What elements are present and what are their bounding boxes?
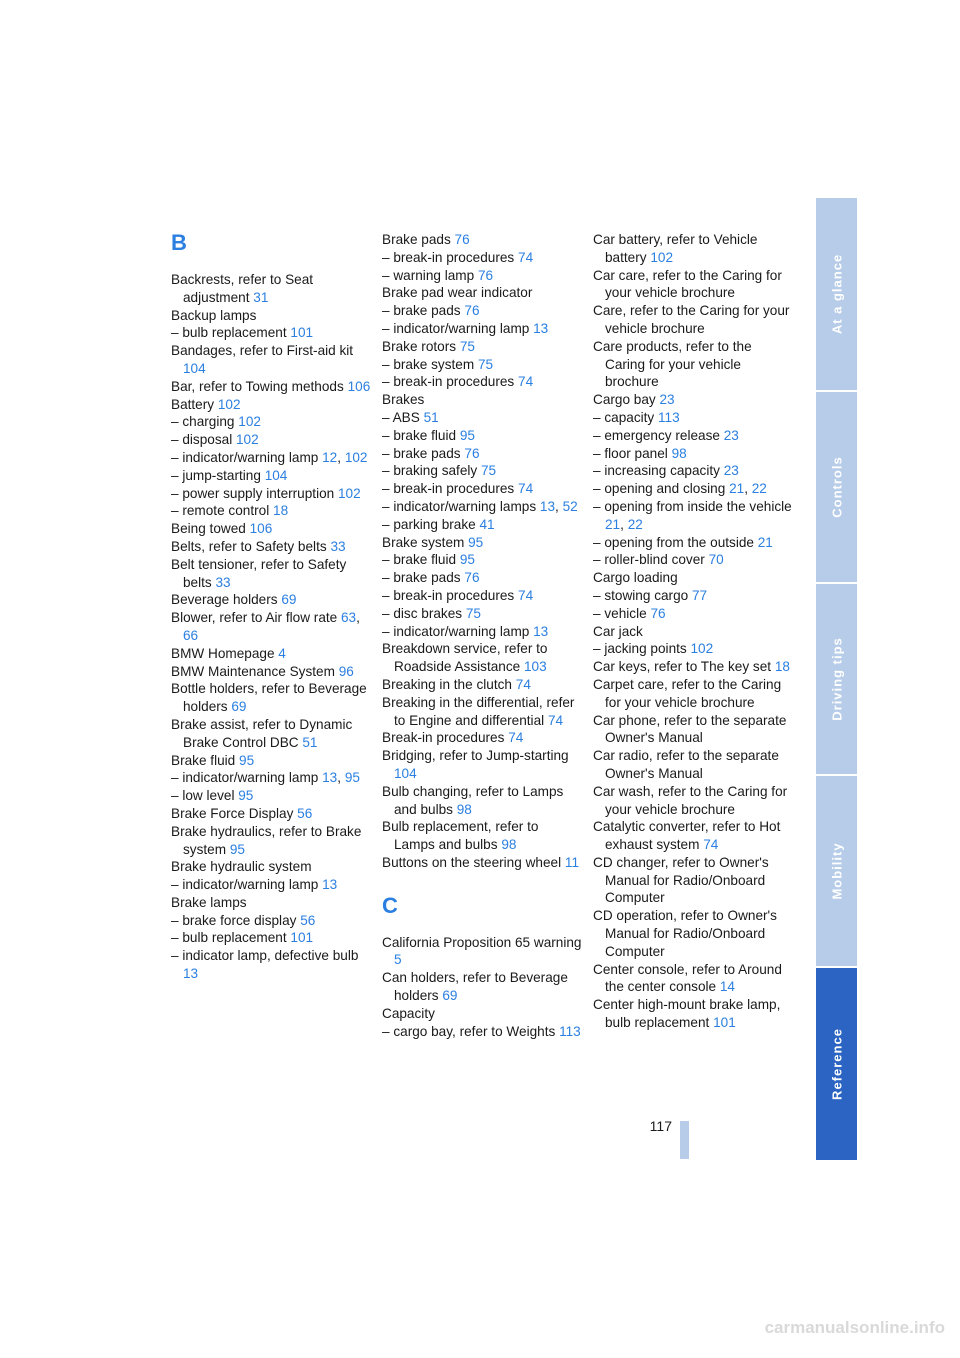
page-link[interactable]: 66 — [183, 627, 199, 643]
index-entry — [593, 445, 793, 463]
index-entry-text: Belts, refer to Safety belts — [171, 538, 327, 554]
page-link[interactable]: 95 — [229, 841, 245, 857]
page-link[interactable]: 95 — [459, 552, 475, 568]
page-link[interactable]: 95 — [344, 770, 360, 786]
index-entry-text: Cargo loading — [593, 570, 678, 586]
page-link[interactable]: 76 — [650, 605, 666, 621]
index-entry-text: – indicator/warning lamp — [382, 320, 530, 336]
index-entry — [382, 516, 582, 534]
index-entry-text: – break-in procedures — [382, 374, 515, 390]
page-number: 117 — [649, 1118, 672, 1134]
page-link[interactable]: 75 — [477, 356, 494, 372]
index-entry-text: Capacity — [382, 1005, 435, 1021]
index-entry-text: – brake system — [382, 356, 475, 372]
index-entry-text: – brake fluid — [382, 427, 457, 443]
index-entry — [382, 231, 582, 249]
index-entry-text: Car radio, refer to the separate Owner's Manual — [593, 748, 779, 781]
index-entry-text: Catalytic converter, refer to Hot exhaust system — [593, 819, 781, 853]
page-link[interactable]: 76 — [454, 232, 470, 247]
tab-controls[interactable] — [816, 392, 857, 582]
page-link[interactable]: 76 — [477, 267, 494, 283]
page-link[interactable]: 22 — [751, 481, 767, 497]
index-entry-text: Break-in procedures — [382, 730, 505, 746]
page-link[interactable]: 21 — [605, 516, 621, 532]
page-link[interactable]: 102 — [236, 432, 259, 448]
index-entry — [382, 569, 582, 587]
index-entry — [171, 307, 371, 325]
index-column-3 — [593, 231, 793, 1032]
index-entry — [593, 783, 793, 819]
index-entry-text: – indicator/warning lamp — [171, 877, 319, 893]
index-entry — [171, 485, 371, 503]
index-entry — [593, 712, 793, 748]
index-entry — [171, 805, 371, 823]
index-entry — [382, 934, 582, 970]
index-entry — [382, 1005, 582, 1023]
index-entry — [171, 876, 371, 894]
page-link[interactable]: 69 — [442, 988, 458, 1004]
index-entry — [171, 752, 371, 770]
index-entry-text: – cargo bay, refer to Weights — [382, 1023, 556, 1039]
index-entry: – opening and closing 21, 22 — [593, 481, 767, 497]
index-entry — [593, 658, 793, 676]
index-entry-text: Care products, refer to the Caring for your vehicle brochure — [593, 338, 752, 390]
index-entry — [593, 534, 793, 552]
index-entry-text: – roller-blind cover — [593, 552, 705, 568]
page-link[interactable]: 21 — [757, 534, 773, 550]
index-entry — [593, 391, 793, 409]
page-link[interactable]: 113 — [559, 1023, 581, 1039]
page-link[interactable]: 76 — [464, 445, 480, 461]
index-entry-text: Car phone, refer to the separate Owner's Manual — [593, 712, 787, 746]
index-entry — [593, 961, 793, 997]
index-entry-text: Brake hydraulics, refer to Brake system — [171, 823, 362, 857]
index-entry — [171, 556, 371, 592]
index-entry-text: – jacking points — [593, 641, 687, 657]
index-entry — [171, 520, 371, 538]
index-entry — [593, 569, 793, 587]
page-link[interactable]: 21 — [729, 481, 745, 497]
page-link[interactable]: 104 — [264, 467, 288, 483]
page-link[interactable]: 101 — [290, 325, 314, 341]
page-link[interactable]: 13 — [322, 770, 338, 786]
index-entry — [171, 413, 371, 431]
index-entry — [382, 356, 582, 374]
index-entry — [382, 302, 582, 320]
index-entry — [382, 249, 582, 267]
index-letter-heading: B — [171, 230, 187, 255]
index-entry — [382, 640, 582, 676]
index-entry-text: Brake system — [382, 534, 465, 550]
page-link[interactable]: 23 — [659, 392, 675, 408]
index-entry-text: Can holders, refer to Beverage holders — [382, 970, 568, 1004]
page-link[interactable]: 56 — [297, 805, 313, 821]
index-entry-text: – break-in procedures — [382, 481, 515, 497]
index-entry — [171, 912, 371, 930]
page-link[interactable]: 31 — [253, 289, 269, 305]
index-entry — [171, 378, 371, 396]
index-entry — [171, 502, 371, 520]
page-link[interactable]: 98 — [671, 445, 687, 461]
tab-mobility[interactable] — [816, 776, 857, 966]
index-entry — [593, 338, 793, 391]
page-link[interactable]: 98 — [501, 837, 517, 853]
index-entry-text: Brakes — [382, 392, 425, 408]
page-link[interactable]: 13 — [533, 320, 549, 336]
index-entry — [382, 694, 582, 730]
index-entry — [382, 818, 582, 854]
page-link[interactable]: 74 — [703, 837, 719, 853]
page-link[interactable]: 102 — [344, 449, 368, 465]
tab-label: Reference — [829, 1028, 844, 1100]
index-entry-text: – opening and closing — [593, 481, 726, 497]
index-entry-text: Belt tensioner, refer to Safety belts — [171, 556, 347, 590]
page-link[interactable]: 52 — [562, 498, 578, 514]
index-entry-text: – disposal — [171, 432, 233, 448]
index-entry-text: Care, refer to the Caring for your vehicle brochure — [593, 303, 790, 336]
page-link[interactable]: 12 — [322, 449, 338, 465]
index-entry — [382, 783, 582, 819]
index-entry-text: – ABS — [382, 409, 420, 425]
index-entry-text: – indicator/warning lamps — [382, 498, 537, 514]
page-link[interactable]: 13 — [539, 498, 556, 514]
index-entry — [593, 907, 793, 960]
index-entry-text: Bulb changing, refer to Lamps and bulbs — [382, 783, 564, 817]
index-entry — [382, 969, 582, 1005]
index-entry-text: Bandages, refer to First-aid kit — [171, 343, 354, 359]
index-entry: – indicator/warning lamp 13, 95 — [171, 770, 360, 786]
index-entry-text: Breaking in the clutch — [382, 676, 512, 692]
index-entry-text: – brake pads — [382, 570, 461, 586]
page-link[interactable]: 102 — [238, 414, 261, 430]
page-link[interactable]: 101 — [290, 930, 314, 946]
page-link[interactable]: 74 — [547, 712, 564, 728]
index-entry: Blower, refer to Air flow rate 63, 66 — [171, 610, 360, 643]
page-link[interactable]: 106 — [249, 521, 273, 537]
page-link[interactable]: 102 — [690, 641, 714, 657]
index-entry: – indicator/warning lamp 12, 102 — [171, 449, 368, 465]
index-entry — [171, 680, 371, 716]
index-entry-text: Battery — [171, 396, 215, 412]
index-entry: – indicator/warning lamps 13, 52 — [382, 498, 578, 514]
index-entry-text: – floor panel — [593, 445, 668, 461]
index-entry-text: – remote control — [171, 503, 270, 519]
index-entry-text: Carpet care, refer to the Caring for your vehicle brochure — [593, 676, 782, 710]
index-entry-text: Car wash, refer to the Caring for your vehicle brochure — [593, 783, 788, 817]
index-entry-text: Bar, refer to Towing methods — [171, 378, 344, 394]
page-link[interactable]: 113 — [658, 409, 680, 425]
index-entry-text: – power supply interruption — [171, 485, 335, 501]
tab-reference[interactable] — [816, 968, 857, 1160]
page-link[interactable]: 11 — [564, 854, 580, 870]
index-entry — [382, 587, 582, 605]
index-entry: – opening from inside the vehicle 21, 22 — [593, 498, 792, 532]
page-link[interactable]: 33 — [215, 574, 231, 590]
page-link[interactable]: 70 — [708, 552, 724, 568]
index-entry-text: Being towed — [171, 521, 246, 537]
page-link[interactable]: 102 — [338, 485, 361, 501]
page-link[interactable]: 51 — [302, 734, 318, 750]
index-entry — [171, 342, 371, 378]
page-link[interactable]: 75 — [481, 463, 497, 479]
index-entry-text: Brake pads — [382, 232, 451, 247]
page-link[interactable]: 51 — [423, 409, 439, 425]
page-link[interactable]: 23 — [723, 427, 739, 443]
page-link[interactable]: 104 — [394, 765, 417, 781]
index-entry-text: Car battery, refer to Vehicle battery — [593, 232, 758, 265]
index-entry — [171, 663, 371, 681]
index-entry — [593, 267, 793, 303]
page-link[interactable]: 103 — [523, 659, 547, 675]
index-entry — [593, 427, 793, 445]
index-entry-text: – bulb replacement — [171, 930, 287, 946]
page-link[interactable]: 77 — [692, 587, 708, 603]
tab-label: Controls — [829, 456, 844, 518]
index-entry — [593, 640, 793, 658]
index-entry — [171, 431, 371, 449]
index-entry-text: – parking brake — [382, 516, 476, 532]
index-entry-text: Bulb replacement, refer to Lamps and bulbs — [382, 819, 539, 853]
index-entry-text: Breakdown service, refer to Roadside Assistance — [382, 641, 548, 675]
index-entry-text: – increasing capacity — [593, 463, 720, 479]
index-entry-text: – opening from the outside — [593, 534, 754, 550]
page-link[interactable]: 69 — [231, 699, 247, 715]
index-entry-text: – opening from inside the vehicle — [593, 498, 792, 514]
index-entry — [171, 894, 371, 912]
index-entry — [382, 551, 582, 569]
index-entry — [382, 854, 582, 872]
index-entry — [171, 823, 371, 859]
index-entry — [382, 623, 582, 641]
index-entry — [171, 858, 371, 876]
tab-driving-tips[interactable] — [816, 584, 857, 774]
tab-at-a-glance[interactable] — [816, 198, 857, 390]
page-link[interactable]: 13 — [533, 623, 549, 639]
index-entry — [382, 338, 582, 356]
index-entry-text: – indicator/warning lamp — [171, 770, 319, 786]
index-entry-text: BMW Homepage — [171, 645, 275, 661]
index-entry — [593, 676, 793, 712]
page-link[interactable]: 14 — [719, 979, 735, 995]
page-link[interactable]: 74 — [515, 676, 531, 692]
page-marker-bar — [680, 1121, 689, 1159]
index-entry-text: CD changer, refer to Owner's Manual for Radio/Onboard Computer — [593, 854, 769, 906]
page-link[interactable]: 76 — [464, 570, 480, 586]
index-entry — [593, 231, 793, 267]
page-link[interactable]: 102 — [650, 249, 674, 265]
index-entry — [382, 676, 582, 694]
page-link[interactable]: 13 — [322, 877, 338, 893]
index-entry-text: – indicator lamp, defective bulb — [171, 948, 359, 964]
index-entry-text: – capacity — [593, 409, 655, 425]
index-entry-text: Brake pad wear indicator — [382, 285, 533, 301]
index-entry — [171, 271, 371, 307]
index-entry-text: – brake pads — [382, 445, 461, 461]
page-link[interactable]: 74 — [508, 730, 524, 746]
index-entry-text: – brake pads — [382, 303, 461, 319]
index-entry — [382, 445, 582, 463]
index-entry-text: – brake force display — [171, 912, 297, 928]
index-entry — [382, 427, 582, 445]
index-entry-text: Car keys, refer to The key set — [593, 659, 772, 675]
index-entry-text: Brake lamps — [171, 894, 247, 910]
index-entry — [171, 538, 371, 556]
index-entry-text: – braking safely — [382, 463, 478, 479]
index-entry-text: Bridging, refer to Jump-starting — [382, 748, 569, 764]
index-entry-text: – low level — [171, 788, 235, 804]
index-entry-text: – emergency release — [593, 427, 720, 443]
index-entry-text: – break-in procedures — [382, 587, 515, 603]
page-link[interactable]: 13 — [183, 966, 199, 982]
index-entry-text: Center high-mount brake lamp, bulb replacement — [593, 997, 781, 1031]
page-link[interactable]: 4 — [278, 645, 286, 661]
index-entry-text: – charging — [171, 414, 235, 430]
index-entry-text: Brake assist, refer to Dynamic Brake Control DBC — [171, 716, 353, 750]
index-entry-text: – vehicle — [593, 605, 647, 621]
page-link[interactable]: 74 — [518, 249, 534, 265]
page-link[interactable]: 69 — [281, 592, 297, 608]
index-entry-text: – bulb replacement — [171, 325, 287, 341]
index-entry — [593, 747, 793, 783]
page-link[interactable]: 23 — [723, 463, 739, 479]
index-entry — [593, 551, 793, 569]
index-entry — [593, 996, 793, 1032]
index-entry-text: – brake fluid — [382, 552, 457, 568]
page-link[interactable]: 96 — [338, 663, 354, 679]
index-entry — [593, 587, 793, 605]
tab-label: At a glance — [829, 253, 844, 335]
tab-label: Driving tips — [829, 637, 844, 721]
page-link[interactable]: 74 — [518, 587, 534, 603]
page-link[interactable]: 41 — [479, 516, 495, 532]
index-entry — [382, 729, 582, 747]
page-link[interactable]: 95 — [468, 534, 484, 550]
index-entry-text: Brake Force Display — [171, 805, 294, 821]
index-entry-text: Center console, refer to Around the center console — [593, 961, 782, 995]
page-link[interactable]: 74 — [518, 481, 534, 497]
index-entry — [171, 467, 371, 485]
index-entry-text: Brake hydraulic system — [171, 859, 312, 875]
section-sidebar — [816, 198, 857, 1160]
page-link[interactable]: 95 — [238, 788, 254, 804]
index-entry — [382, 605, 582, 623]
index-entry — [382, 747, 582, 783]
index-entry — [382, 373, 582, 391]
index-entry — [593, 623, 793, 641]
index-entry-text: – warning lamp — [382, 267, 475, 283]
index-entry — [382, 1023, 582, 1041]
index-entry-text: Backup lamps — [171, 307, 257, 323]
index-entry — [593, 605, 793, 623]
index-entry-text: Car jack — [593, 623, 643, 639]
page-link[interactable]: 75 — [465, 605, 481, 621]
page-link[interactable]: 74 — [518, 374, 534, 390]
index-entry — [593, 462, 793, 480]
index-entry — [171, 947, 371, 983]
index-entry-text: CD operation, refer to Owner's Manual for Radio/Onboard Computer — [593, 908, 777, 959]
index-entry-text: Bottle holders, refer to Beverage holders — [171, 681, 367, 715]
index-entry-text: – stowing cargo — [593, 587, 689, 603]
index-entry — [382, 409, 582, 427]
index-entry-text: BMW Maintenance System — [171, 663, 335, 679]
page-link[interactable]: 95 — [459, 427, 475, 443]
page-link[interactable]: 95 — [239, 752, 255, 768]
index-column-2 — [382, 231, 582, 1040]
index-entry — [171, 324, 371, 342]
index-entry — [382, 480, 582, 498]
index-entry-text: Breaking in the differential, refer to Engine and differential — [382, 694, 575, 728]
index-entry — [593, 854, 793, 907]
page-link[interactable]: 18 — [273, 503, 289, 519]
page-link[interactable]: 106 — [347, 378, 371, 394]
index-entry — [171, 396, 371, 414]
index-letter-heading: C — [382, 892, 398, 918]
page-link[interactable]: 76 — [464, 303, 480, 319]
index-entry — [382, 462, 582, 480]
index-entry — [382, 391, 582, 409]
index-entry-text: – indicator/warning lamp — [382, 623, 530, 639]
page-link[interactable]: 56 — [300, 912, 316, 928]
tab-label: Mobility — [829, 842, 844, 900]
index-entry-text: – disc brakes — [382, 605, 463, 621]
index-entry-text: Cargo bay — [593, 392, 656, 408]
index-entry-text: Brake fluid — [171, 752, 236, 768]
page-link[interactable]: 101 — [713, 1015, 736, 1031]
page-link[interactable]: 18 — [774, 659, 790, 675]
page-link[interactable]: 63 — [341, 610, 357, 626]
page-link[interactable]: 98 — [456, 801, 472, 817]
index-entry — [382, 284, 582, 302]
index-entry-text: – jump-starting — [171, 467, 261, 483]
index-entry — [171, 645, 371, 663]
index-entry — [171, 716, 371, 752]
index-entry — [593, 818, 793, 854]
page-link[interactable]: 5 — [394, 952, 402, 968]
index-entry-text: Backrests, refer to Seat adjustment — [171, 272, 314, 305]
index-entry — [171, 929, 371, 947]
index-entry — [382, 267, 582, 285]
index-entry — [171, 787, 371, 805]
page-link[interactable]: 22 — [627, 516, 643, 532]
page-link[interactable]: 102 — [217, 396, 241, 412]
index-column-1 — [171, 231, 371, 983]
index-entry-text: Blower, refer to Air flow rate — [171, 610, 338, 626]
page-link[interactable]: 104 — [183, 360, 206, 376]
index-entry-text: Car care, refer to the Caring for your vehicle brochure — [593, 267, 782, 301]
index-entry-text: Brake rotors — [382, 338, 457, 354]
index-entry — [171, 591, 371, 609]
index-entry-text: – break-in procedures — [382, 249, 515, 265]
index-entry-text: Beverage holders — [171, 592, 278, 608]
footer-watermark: carmanualsonline.info — [764, 1318, 945, 1337]
index-entry-text: California Proposition 65 warning — [382, 934, 582, 950]
index-entry-text: Buttons on the steering wheel — [382, 854, 562, 870]
index-entry-text: – indicator/warning lamp — [171, 449, 319, 465]
index-entry — [593, 302, 793, 338]
page-link[interactable]: 75 — [459, 338, 475, 354]
page-link[interactable]: 33 — [330, 538, 346, 554]
index-entry — [593, 409, 793, 427]
index-entry — [382, 534, 582, 552]
index-entry — [382, 320, 582, 338]
